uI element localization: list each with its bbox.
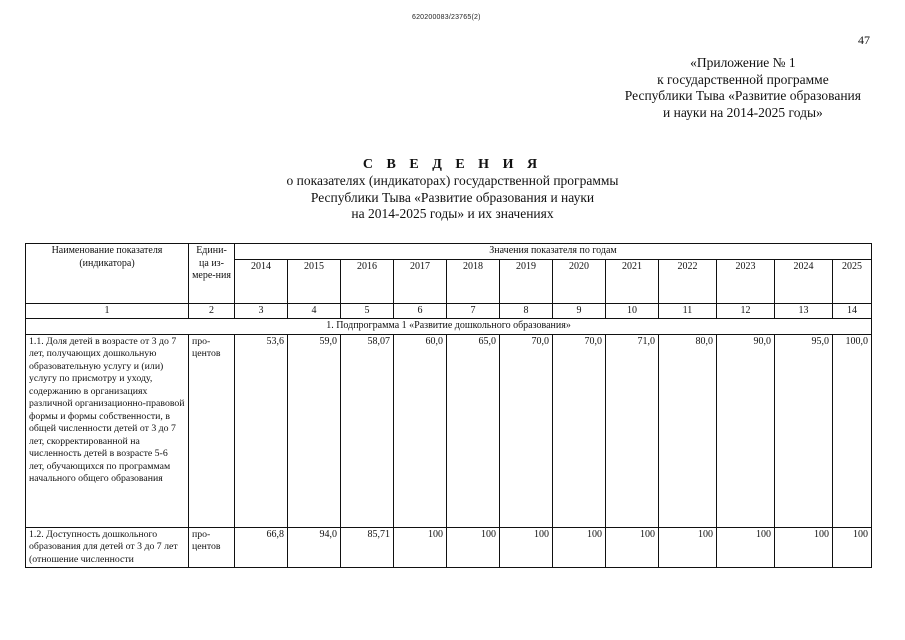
- page-number: 47: [858, 33, 870, 47]
- heading-line: о показателях (индикаторах) государственной программы: [286, 173, 619, 188]
- year-header: 2023: [717, 259, 775, 303]
- value-cell: 80,0: [659, 334, 717, 527]
- year-header: 2017: [394, 259, 447, 303]
- value-cell: 100: [606, 527, 659, 568]
- appendix-line: «Приложение № 1: [690, 55, 796, 70]
- appendix-block: [625, 55, 861, 121]
- year-header: 2022: [659, 259, 717, 303]
- value-cell: 85,71: [341, 527, 394, 568]
- value-cell: 70,0: [500, 334, 553, 527]
- value-cell: 94,0: [288, 527, 341, 568]
- column-index: 5: [341, 303, 394, 319]
- value-cell: 65,0: [447, 334, 500, 527]
- heading-line: на 2014-2025 годы» и их значениях: [351, 206, 554, 221]
- table-row: [26, 527, 872, 568]
- year-header: 2018: [447, 259, 500, 303]
- header-years-group: Значения показателя по годам: [235, 244, 872, 260]
- value-cell: 100: [500, 527, 553, 568]
- value-cell: 100: [553, 527, 606, 568]
- header-row: [26, 244, 872, 260]
- year-header: 2020: [553, 259, 606, 303]
- value-cell: 70,0: [553, 334, 606, 527]
- heading-line: Республики Тыва «Развитие образования и науки: [310, 189, 595, 205]
- subprogram-title: 1. Подпрограмма 1 «Развитие дошкольного образования»: [26, 319, 872, 335]
- indicator-unit: про-центов: [189, 334, 235, 527]
- value-cell: 100: [833, 527, 872, 568]
- document-heading: [0, 156, 905, 223]
- value-cell: 100: [659, 527, 717, 568]
- document-title: С В Е Д Е Н И Я: [362, 157, 543, 172]
- column-index: 13: [775, 303, 833, 319]
- indicator-name: 1.2. Доступность дошкольного образования для детей от 3 до 7 лет (отношение численности: [26, 527, 189, 568]
- column-index: 4: [288, 303, 341, 319]
- appendix-line: и науки на 2014-2025 годы»: [663, 104, 823, 120]
- value-cell: 53,6: [235, 334, 288, 527]
- value-cell: 100: [717, 527, 775, 568]
- column-index: 11: [659, 303, 717, 319]
- indicators-table: [25, 243, 872, 568]
- year-header: 2024: [775, 259, 833, 303]
- value-cell: 59,0: [288, 334, 341, 527]
- year-header: 2015: [288, 259, 341, 303]
- column-index: 10: [606, 303, 659, 319]
- year-header: 2019: [500, 259, 553, 303]
- column-index: 3: [235, 303, 288, 319]
- value-cell: 60,0: [394, 334, 447, 527]
- column-index: 8: [500, 303, 553, 319]
- column-index: 12: [717, 303, 775, 319]
- year-header: 2025: [833, 259, 872, 303]
- value-cell: 100: [447, 527, 500, 568]
- year-header: 2014: [235, 259, 288, 303]
- header-unit: Едини-ца из-мере-ния: [189, 244, 235, 304]
- value-cell: 66,8: [235, 527, 288, 568]
- indicator-unit: про-центов: [189, 527, 235, 568]
- value-cell: 100: [775, 527, 833, 568]
- value-cell: 90,0: [717, 334, 775, 527]
- value-cell: 100: [394, 527, 447, 568]
- year-header: 2016: [341, 259, 394, 303]
- column-index: 9: [553, 303, 606, 319]
- appendix-line: к государственной программе: [657, 71, 829, 87]
- header-indicator-name: Наименование показателя (индикатора): [26, 244, 189, 304]
- value-cell: 95,0: [775, 334, 833, 527]
- column-index: 7: [447, 303, 500, 319]
- column-index: 1: [26, 303, 189, 319]
- column-index-row: [26, 303, 872, 319]
- value-cell: 58,07: [341, 334, 394, 527]
- table-row: [26, 334, 872, 527]
- appendix-line: Республики Тыва «Развитие образования: [624, 88, 861, 103]
- column-index: 6: [394, 303, 447, 319]
- indicator-name: 1.1. Доля детей в возрасте от 3 до 7 лет, получающих дошкольную образовательную услугу и (или) услугу по присмотру и уходу, содержанию в организациях различной организационно-правовой формы и формы собственности, в общей численности детей от 3 до 7 лет, скорректированной на численность детей в возрасте 5-6 лет, обучающихся по программам начального общего образования: [26, 334, 189, 527]
- value-cell: 100,0: [833, 334, 872, 527]
- year-header: 2021: [606, 259, 659, 303]
- column-index: 2: [189, 303, 235, 319]
- document-code: 620200083/23765(2): [412, 14, 481, 21]
- subprogram-row: [26, 319, 872, 335]
- column-index: 14: [833, 303, 872, 319]
- value-cell: 71,0: [606, 334, 659, 527]
